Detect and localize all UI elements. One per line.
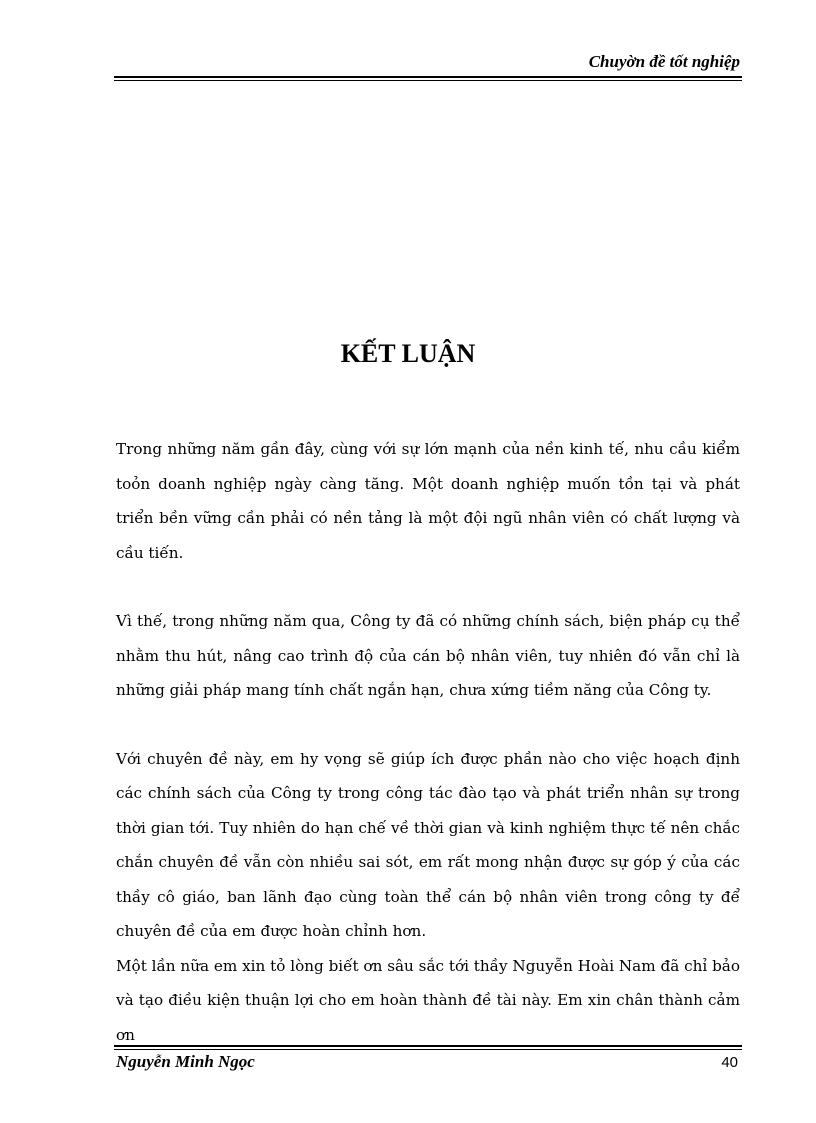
paragraph-4: Một lần nữa em xin tỏ lòng biết ơn sâu sắc tới thầy Nguyễn Hoài Nam đã chỉ bảo và tạo điều kiện thuận lợi cho em hoàn thành đề tài này. Em xin chân thành cảm ơn (116, 956, 740, 1044)
paragraph-2: Vì thế, trong những năm qua, Công ty đã có những chính sách, biện pháp cụ thể nhằm thu hút, nâng cao trình độ của cán bộ nhân viên, tuy nhiên đó vẫn chỉ là những giải pháp mang tính chất ngắn hạn, chưa xứng tiềm năng của Công ty. (116, 612, 740, 699)
page-title: KẾT LUẬN (340, 339, 476, 368)
page-number: 40 (721, 1054, 738, 1071)
body-text (116, 432, 740, 1052)
footer-rule (114, 1045, 742, 1050)
header-rule (114, 76, 742, 81)
header-title: Chuyờn đề tốt nghiệp (588, 52, 740, 71)
paragraph-3: Với chuyên đề này, em hy vọng sẽ giúp ích được phần nào cho việc hoạch định các chính sách của Công ty trong công tác đào tạo và phát triển nhân sự trong thời gian tới. Tuy nhiên do hạn chế về thời gian và kinh nghiệm thực tế nên chắc chắn chuyên đề vẫn còn nhiều sai sót, em rất mong nhận được sự góp ý của các thầy cô giáo, ban lãnh đạo cùng toàn thể cán bộ nhân viên trong công ty để chuyên đề của em được hoàn chỉnh hơn. (116, 749, 740, 940)
paragraph-1: Trong những năm gần đây, cùng với sự lớn mạnh của nền kinh tế, nhu cầu kiểm toỏn doanh nghiệp ngày càng tăng. Một doanh nghiệp muốn tồn tại và phát triển bền vững cần phải có nền tảng là một đội ngũ nhân viên có chất lượng và cầu tiến. (116, 440, 740, 562)
footer-author: Nguyễn Minh Ngọc (116, 1052, 255, 1071)
